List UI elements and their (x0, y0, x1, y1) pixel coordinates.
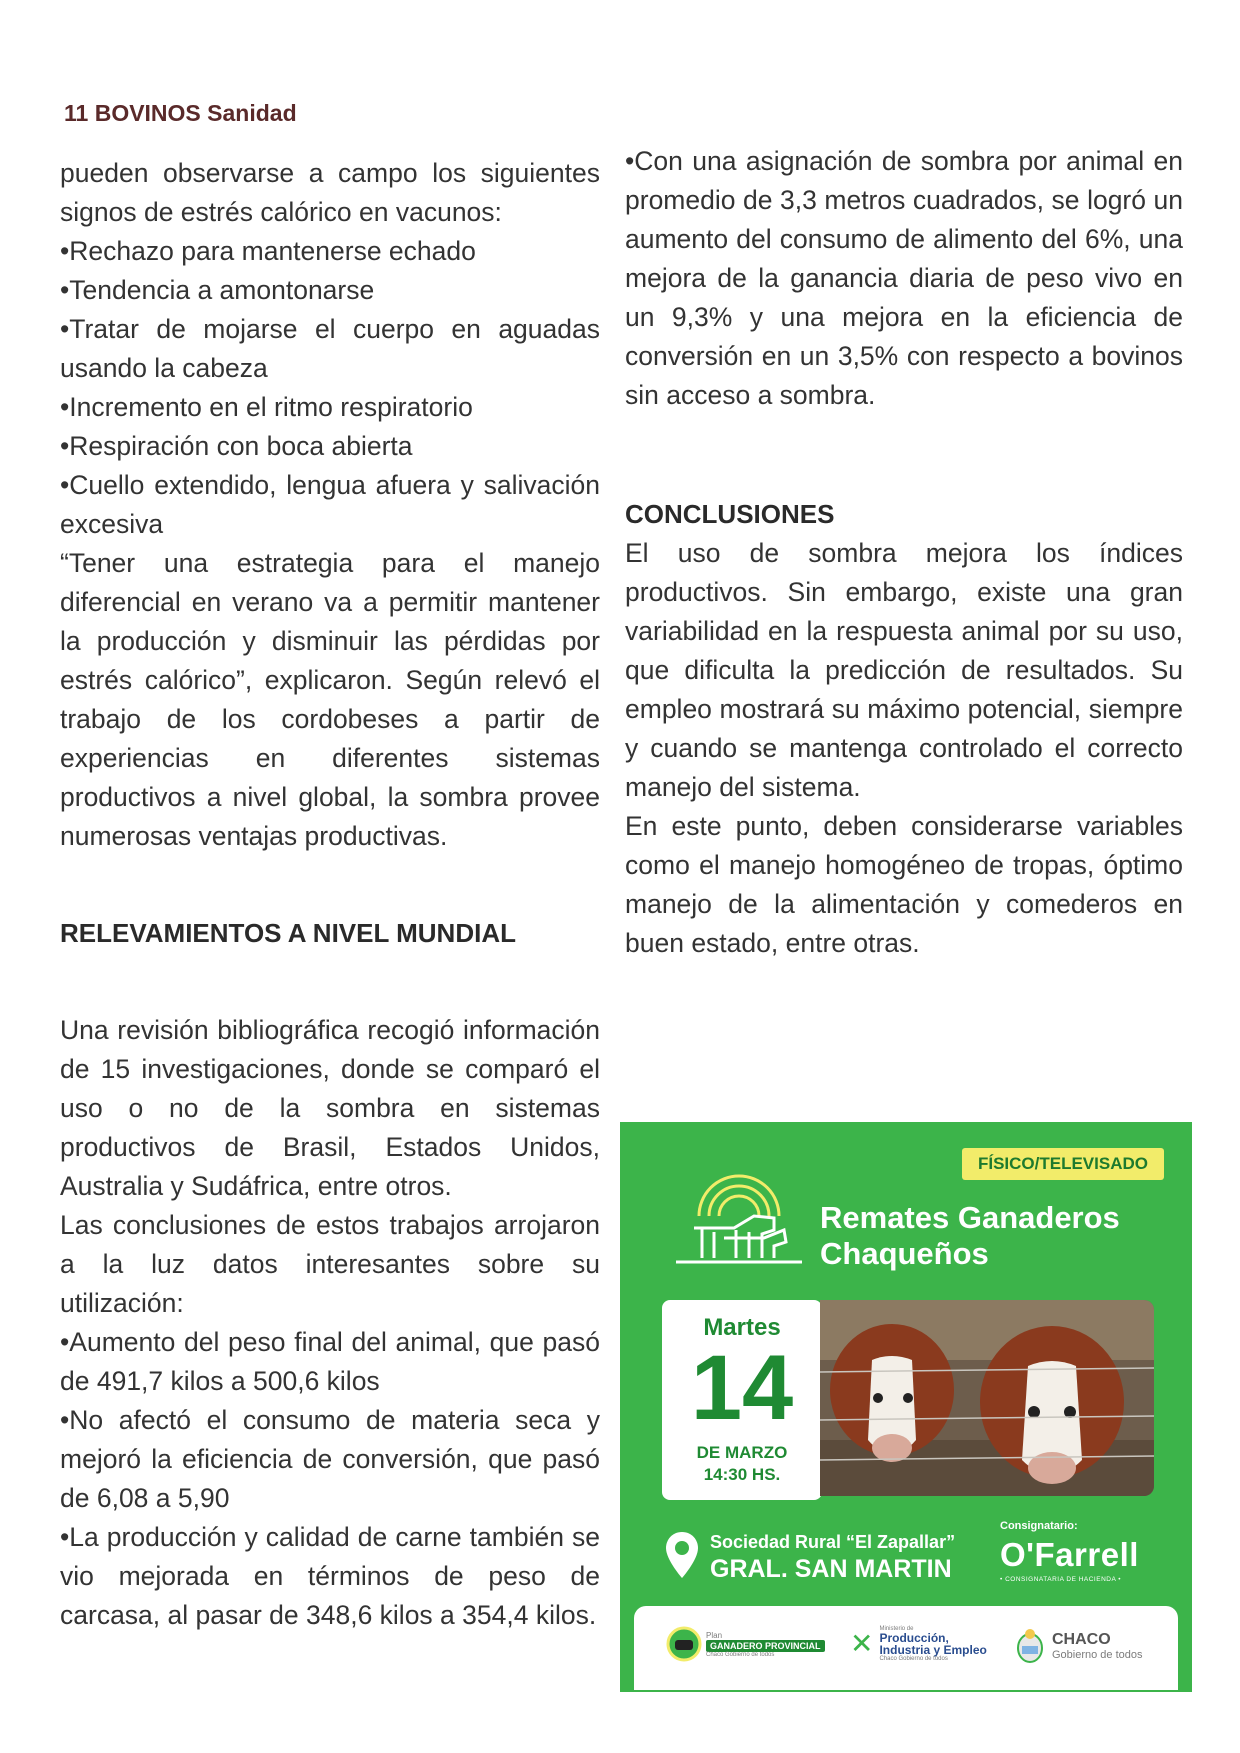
bullet-item: •Rechazo para mantenerse echado (60, 236, 476, 266)
ministry-top: Ministerio de (879, 1626, 914, 1632)
plan-badge-icon (666, 1626, 702, 1662)
ad-title-line2: Chaqueños (820, 1236, 989, 1271)
bullet-item: •Respiración con boca abierta (60, 431, 413, 461)
date-number: 14 (690, 1337, 794, 1439)
bullet-item: •Tratar de mojarse el cuerpo en aguadas usando la cabeza (60, 314, 600, 383)
chaco-government-logo (1014, 1626, 1143, 1666)
bullet-item: •Aumento del peso final del animal, que pasó de 491,7 kilos a 500,6 kilos (60, 1327, 600, 1396)
plan-label: GANADERO PROVINCIAL (706, 1640, 825, 1652)
paragraph: Una revisión bibliográfica recogió información de 15 investigaciones, donde se comparó el uso o no de la sombra en sistemas productivos de Brasil, Estados Unidos, Australia y Sudáfrica, entre otros. (60, 1015, 600, 1201)
paragraph: En este punto, deben considerarse variables como el manejo homogéneo de tropas, óptimo manejo de la alimentación y comederos en buen estado, entre otras. (625, 811, 1183, 958)
broadcast-tag: FÍSICO/TELEVISADO (962, 1148, 1164, 1180)
section-heading: RELEVAMIENTOS A NIVEL MUNDIAL (60, 918, 516, 948)
consignee-label: Consignatario: (1000, 1520, 1078, 1532)
x-mark-icon: ✕ (850, 1628, 874, 1659)
ministry-name: Producción, Industria y Empleo (879, 1631, 987, 1657)
ad-title-line1: Remates Ganaderos (820, 1200, 1120, 1235)
plan-sub: Chaco Gobierno de todos (706, 1651, 775, 1658)
plan-top: Plan (706, 1630, 723, 1640)
quote-paragraph: “Tener una estrategia para el manejo diferencial en verano va a permitir mantener la producción y disminuir las pérdidas por estrés calórico”, explicaron. Según relevó el trabajo de los cordobeses a partir de experiencias en diferentes sistemas productivos a nivel global, la sombra provee numerosas ventajas productivas. (60, 548, 600, 851)
sponsor-footer (634, 1606, 1178, 1690)
page-header: 11 BOVINOS Sanidad (64, 100, 297, 126)
date-card (662, 1300, 822, 1500)
paragraph: El uso de sombra mejora los índices productivos. Sin embargo, existe una gran variabilidad en la respuesta animal por su uso, que dificulta la predicción de resultados. Su empleo mostrará su máximo potencial, siempre y cuando se mantenga controlado el correcto manejo del sistema. (625, 538, 1183, 802)
date-time: 14:30 HS. (703, 1465, 781, 1484)
advertisement-banner (620, 1122, 1192, 1692)
gov-name: CHACO (1052, 1631, 1111, 1648)
section-heading: CONCLUSIONES (625, 499, 835, 529)
left-column (60, 154, 600, 1635)
ministry-sub: Chaco Gobierno de todos (879, 1656, 948, 1662)
cattle-photo (820, 1300, 1154, 1496)
plan-ganadero-logo (666, 1626, 825, 1662)
date-day: Martes (703, 1314, 781, 1341)
consignee-name: O'Farrell (1000, 1536, 1139, 1573)
date-month: DE MARZO (696, 1443, 788, 1462)
consignee-info (1000, 1520, 1139, 1583)
province-shield-icon (1014, 1626, 1046, 1666)
location-pin-icon (664, 1530, 700, 1585)
paragraph: pueden observarse a campo los siguientes signos de estrés calórico en vacunos: (60, 158, 600, 227)
right-column (625, 142, 1183, 963)
cattle-logo-icon (674, 1158, 804, 1283)
bullet-item: •Incremento en el ritmo respiratorio (60, 392, 473, 422)
bullet-item: •Tendencia a amontonarse (60, 275, 375, 305)
bullet-item: •No afectó el consumo de materia seca y mejoró la eficiencia de conversión, que pasó de 6,08 a 5,90 (60, 1405, 600, 1513)
bullet-item: •Cuello extendido, lengua afuera y salivación excesiva (60, 470, 600, 539)
ad-title (820, 1200, 1120, 1272)
paragraph: •Con una asignación de sombra por animal en promedio de 3,3 metros cuadrados, se logró un aumento del consumo de alimento del 6%, una mejora de la ganancia diaria de peso vivo en un 9,3% y una mejora en la eficiencia de conversión en un 3,5% con respecto a bovinos sin acceso a sombra. (625, 146, 1183, 410)
ministry-logo (850, 1626, 989, 1662)
gov-sub: Gobierno de todos (1052, 1649, 1143, 1661)
venue-info (710, 1532, 955, 1584)
bullet-item: •La producción y calidad de carne también se vio mejorada en términos de peso de carcasa, al pasar de 348,6 kilos a 354,4 kilos. (60, 1522, 600, 1630)
venue-name: Sociedad Rural “El Zapallar” (710, 1532, 956, 1552)
consignee-subtitle: • CONSIGNATARIA DE HACIENDA • (1000, 1576, 1122, 1583)
paragraph: Las conclusiones de estos trabajos arrojaron a la luz datos interesantes sobre su utilización: (60, 1210, 600, 1318)
venue-city: GRAL. SAN MARTIN (710, 1555, 952, 1583)
